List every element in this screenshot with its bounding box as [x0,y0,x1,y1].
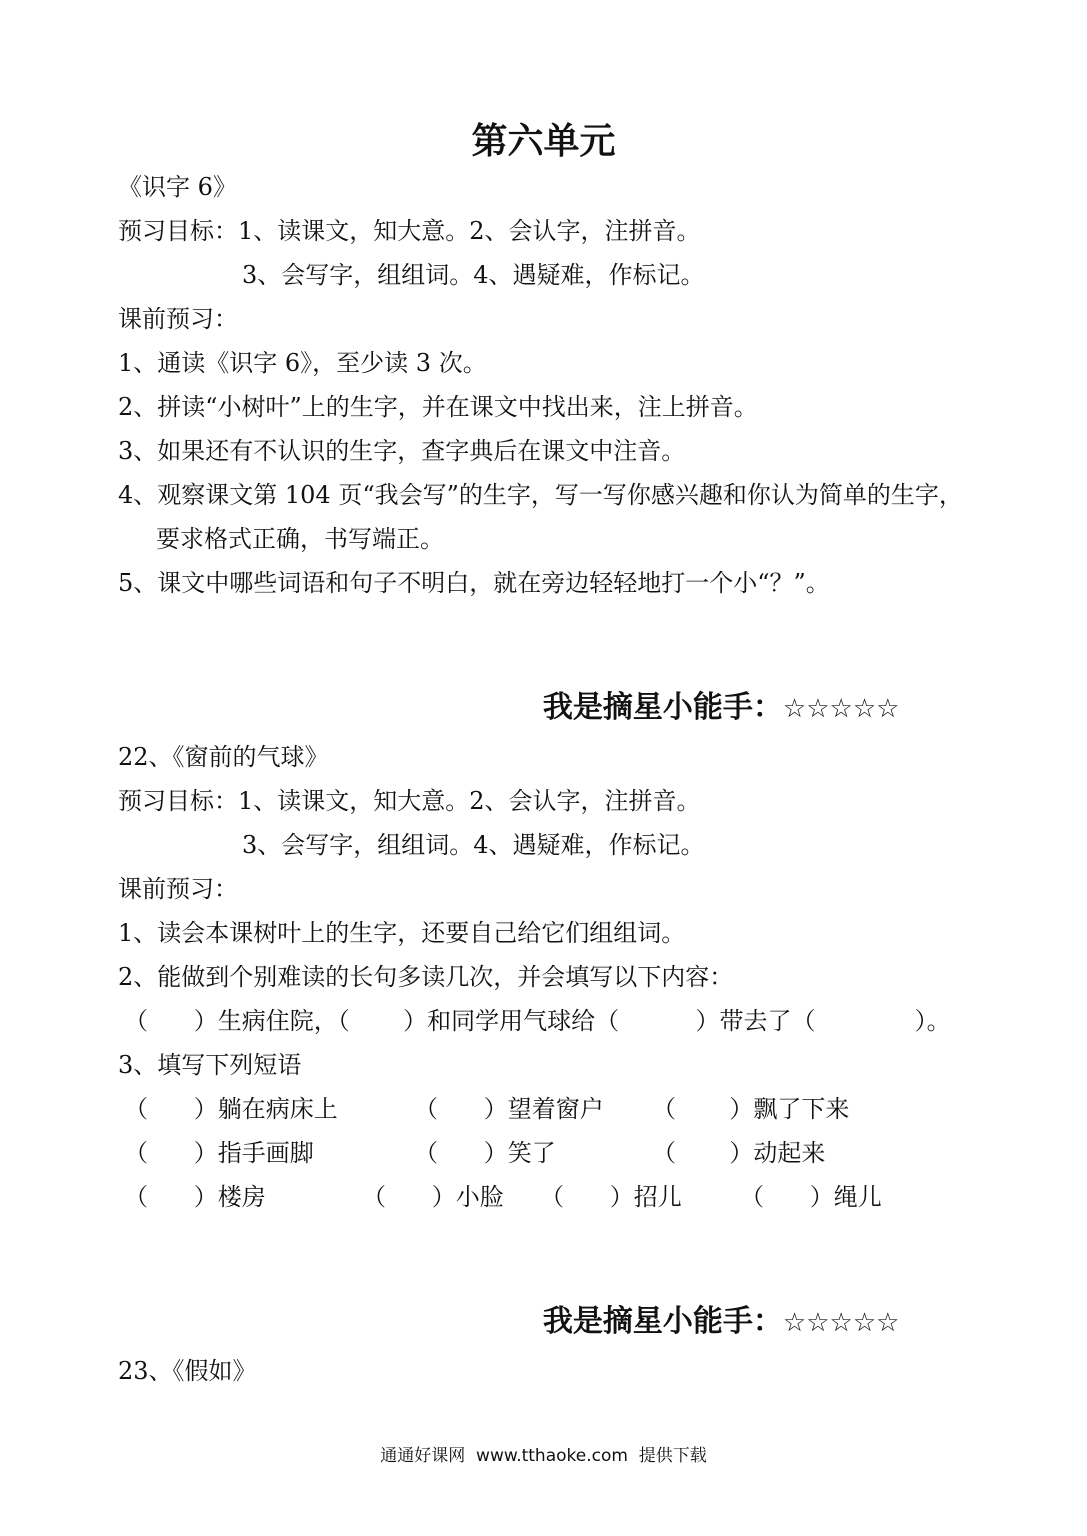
pre-study-item: 4、观察课文第 104 页“我会写”的生字，写一写你感兴趣和你认为简单的生字， [118,481,963,509]
unit-title: 第六单元 [471,121,616,162]
phrase-blank: （ ）笑了 [414,1139,556,1167]
phrase-blank: （ ）绳儿 [740,1183,882,1211]
pre-study-item: 1、读会本课树叶上的生字，还要自己给它们组组词。 [118,919,686,947]
lesson-title: 22、《窗前的气球》 [118,743,329,771]
star-rating-label: 我是摘星小能手： [542,690,783,725]
pre-study-item: 3、如果还有不认识的生字，查字典后在课文中注音。 [118,437,686,465]
star-rating-row [522,1262,899,1343]
lesson-title: 《识字 6》 [118,173,237,201]
pre-study-item: 3、填写下列短语 [118,1051,302,1079]
pre-study-item: 2、拼读“小树叶”上的生字，并在课文中找出来，注上拼音。 [118,393,758,421]
preview-goal-line: 3、会写字，组组词。4、遇疑难，作标记。 [242,831,705,859]
star-icons: ☆☆☆☆☆ [782,1308,900,1338]
phrase-blank: （ ）指手画脚 [124,1139,314,1167]
footer-credit: 通通好课网 www.tthaoke.com 提供下载 [380,1446,707,1466]
phrase-blank: （ ）动起来 [652,1139,826,1167]
star-icons: ☆☆☆☆☆ [782,694,900,724]
preview-goal-line: 预习目标：1、读课文，知大意。2、会认字，注拼音。 [118,217,701,245]
star-rating-label: 我是摘星小能手： [542,1304,783,1339]
phrase-blank: （ ）飘了下来 [652,1095,850,1123]
pre-study-label: 课前预习： [118,305,238,333]
fill-in-blank-line: （ ）生病住院，（ ）和同学用气球给（ ）带去了（ ）。 [124,1007,951,1035]
phrase-blank: （ ）楼房 [124,1183,266,1211]
pre-study-item: 2、能做到个别难读的长句多读几次，并会填写以下内容： [118,963,734,991]
preview-goal-line: 预习目标：1、读课文，知大意。2、会认字，注拼音。 [118,787,701,815]
pre-study-item: 1、通读《识字 6》，至少读 3 次。 [118,349,487,377]
lesson-title: 23、《假如》 [118,1357,257,1385]
phrase-blank: （ ）小脸 [362,1183,504,1211]
pre-study-item-continued: 要求格式正确，书写端正。 [156,525,444,553]
phrase-blank: （ ）招儿 [540,1183,682,1211]
phrase-blank: （ ）躺在病床上 [124,1095,338,1123]
preview-goal-line: 3、会写字，组组词。4、遇疑难，作标记。 [242,261,705,289]
pre-study-label: 课前预习： [118,875,238,903]
phrase-blank: （ ）望着窗户 [414,1095,604,1123]
pre-study-item: 5、课文中哪些词语和句子不明白，就在旁边轻轻地打一个小“？”。 [118,569,830,597]
star-rating-row [522,648,899,729]
